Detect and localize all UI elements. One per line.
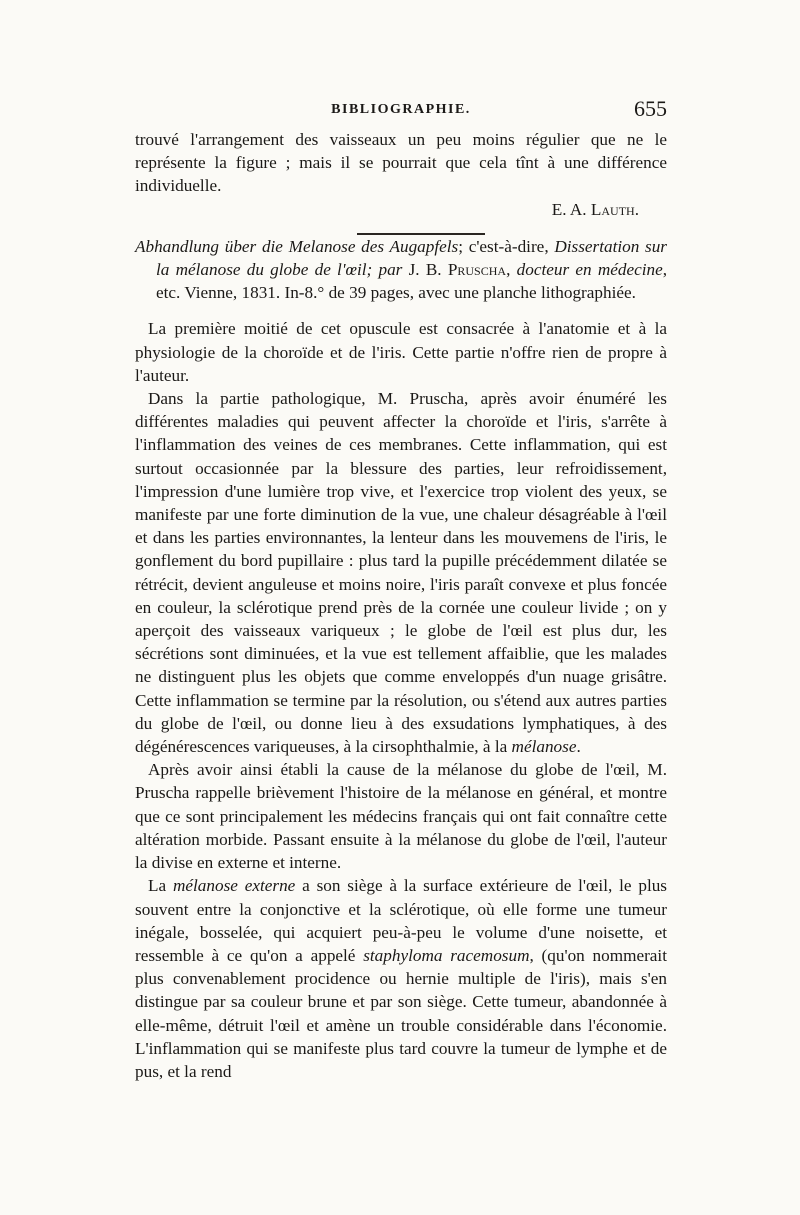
- paragraph-anatomy: La première moitié de cet opuscule est consacrée à l'anatomie et à la physiologie de la choroïde et de l'iris. Cette partie n'offre rien de propre à l'auteur.: [135, 319, 667, 385]
- french-title: Dissertation sur la mélanose du globe de l'œil; par: [156, 236, 667, 280]
- title-connector: ; c'est-à-dire,: [458, 236, 555, 256]
- external-mid: a son siège à la surface extérieure de l'œil, le plus souvent entre la conjonctive et la sclérotique, où elle forme une tumeur inégale, bosselée, qui acquiert peu-à-peu le volume d'une noisette, et ressemble à ce qu'on a appelé: [135, 876, 667, 965]
- german-title: Abhandlung über die Melanose des Augapfels: [135, 236, 459, 256]
- external-start: La: [148, 876, 173, 896]
- paragraph-external-melanose: [135, 874, 667, 1083]
- external-end: , (qu'on nommerait plus convenablement procidence ou hernie multiple de l'iris), mais s'en distingue par sa couleur brune et par son siège. Cette tumeur, abandonnée à elle-même, détruit l'œil et amène un trouble considérable dans l'économie. L'inflammation qui se manifeste plus tard couvre la tumeur de lymphe et de pus, et la rend: [135, 945, 667, 1081]
- pathology-text: Dans la partie pathologique, M. Pruscha, après avoir énuméré les différentes maladies qui peuvent affecter la choroïde et l'iris, s'arrête à l'inflammation des veines de ces membranes. Cette inflammation, qui est surtout occasionnée par la blessure des parties, leur refroidissement, l'impression d'une lumière trop vive, et l'exercice trop violent des yeux, se manifeste par une forte diminution de la vue, une chaleur désagréable à l'œil et dans les parties environnantes, la lenteur dans les mouvemens de l'iris, le gonflement du bord pupillaire : plus tard la pupille précédemment dilatée se rétrécit, devient anguleuse et moins noire, l'iris paraît convexe et plus foncée en couleur, la sclérotique prend près de la cornée une couleur livide ; on y aperçoit des vaisseaux variqueux ; le globe de l'œil est plus dur, les sécrétions sont diminuées, et la vue est tellement affaiblie, que les malades ne distinguent plus les objets que comme enveloppés d'un nuage grisâtre. Cette inflammation se termine par la résolution, ou s'étend aux autres parties du globe de l'œil, ou donne lieu à des exsudations lymphatiques, à des dégénérescences variqueuses, à la cirsophthalmie, à la: [135, 389, 667, 757]
- paragraph-history: Après avoir ainsi établi la cause de la mélanose du globe de l'œil, M. Pruscha rappelle brièvement l'histoire de la mélanose en général, et montre que ce sont principalement les médecins français qui ont fait connaître cette altération morbide. Passant ensuite à la mélanose du globe de l'œil, l'auteur la divise en externe et interne.: [135, 760, 667, 873]
- page-header: [135, 96, 667, 126]
- body-text: [135, 128, 667, 1083]
- signature-initials: E. A.: [551, 199, 591, 219]
- running-title: BIBLIOGRAPHIE.: [331, 102, 471, 117]
- pathology-end: .: [576, 737, 581, 757]
- author-title: docteur en médecine: [516, 260, 663, 280]
- author-name: Pruscha: [447, 260, 507, 280]
- page-number: 655: [634, 96, 667, 121]
- book-reference: [135, 235, 667, 305]
- signature-name: Lauth.: [590, 199, 639, 219]
- review-signature: [135, 198, 667, 221]
- publication-details: , etc. Vienne, 1831. In-8.° de 39 pages, avec une planche lithographiée.: [156, 260, 668, 303]
- staphyloma-term: staphyloma racemosum: [363, 945, 530, 965]
- paragraph-pathology: [135, 387, 667, 758]
- melanose-term: mélanose: [511, 737, 577, 757]
- author-initials: J. B.: [402, 260, 448, 280]
- author-comma: ,: [506, 260, 517, 280]
- continuation-paragraph: trouvé l'arrangement des vaisseaux un peu moins régulier que ne le représente la figure ; mais il se pourrait que cela tînt à une différence individuelle.: [135, 130, 667, 196]
- external-term: mélanose externe: [172, 876, 296, 896]
